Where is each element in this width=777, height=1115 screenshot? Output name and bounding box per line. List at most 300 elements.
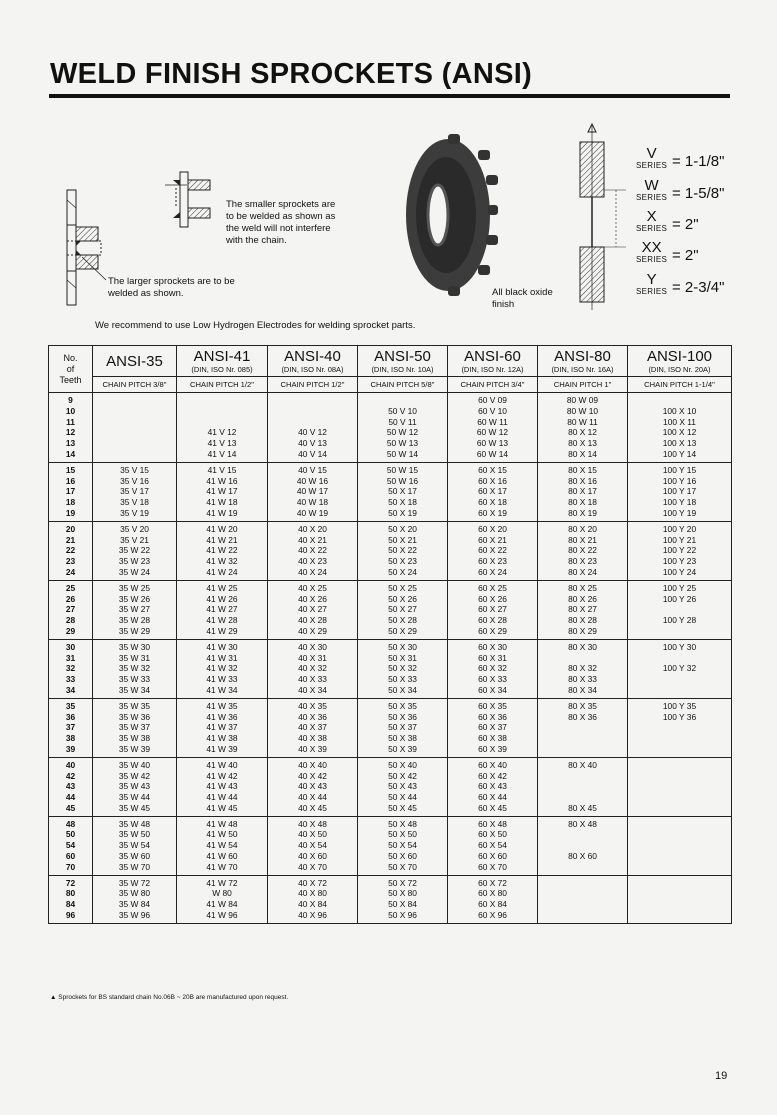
teeth-count: 30 — [65, 641, 76, 652]
part-number-cell — [177, 521, 268, 580]
part-number: 50 W 15 — [386, 464, 419, 475]
part-number: 80 X 23 — [568, 556, 597, 567]
part-number: 35 W 80 — [118, 888, 151, 899]
teeth-count: 27 — [65, 604, 76, 615]
part-number: 41 W 24 — [206, 566, 238, 577]
teeth-count: 31 — [65, 652, 76, 663]
part-number: 40 X 42 — [298, 770, 327, 781]
part-number-cell — [538, 639, 628, 698]
part-number-cell — [448, 757, 538, 816]
part-number: 41 W 19 — [206, 507, 238, 518]
note-line: finish — [492, 299, 515, 310]
part-number-cell — [538, 521, 628, 580]
part-number: 35 W 60 — [118, 851, 151, 862]
part-number: 41 W 22 — [206, 545, 238, 556]
note-line: All black oxide — [492, 287, 553, 298]
part-number: 40 X 29 — [298, 625, 327, 636]
part-number-cell — [538, 462, 628, 521]
part-number: 50 X 17 — [388, 486, 417, 497]
part-number: 40 W 16 — [296, 475, 329, 486]
page-number: 19 — [715, 1070, 728, 1082]
teeth-count: 96 — [65, 910, 76, 921]
part-number: 80 W 09 — [566, 395, 599, 405]
part-number — [628, 899, 731, 910]
part-number-cell — [448, 639, 538, 698]
part-number: 100 Y 20 — [662, 523, 697, 534]
part-number: 35 W 40 — [118, 759, 151, 770]
title-rule — [49, 94, 730, 98]
part-number: 40 V 12 — [298, 427, 327, 438]
series-value: = 2" — [672, 247, 699, 264]
part-number: 40 X 96 — [298, 910, 327, 921]
part-number — [538, 888, 627, 899]
teeth-count: 16 — [65, 475, 76, 486]
note-line: to be welded as shown as — [226, 211, 336, 222]
part-number: 50 X 18 — [388, 497, 417, 508]
part-number: 80 X 48 — [568, 818, 597, 829]
note-line: welded as shown. — [108, 288, 184, 299]
part-number — [538, 744, 627, 755]
part-number: 50 X 37 — [388, 722, 417, 733]
table-row-group — [49, 393, 732, 463]
part-number: 60 X 27 — [478, 604, 507, 615]
part-number: 40 X 33 — [298, 674, 327, 685]
part-number: 60 X 70 — [478, 861, 507, 872]
series-label: SERIES — [636, 224, 668, 233]
part-number: 50 X 84 — [388, 899, 417, 910]
part-number: 60 X 21 — [478, 534, 507, 545]
part-number — [628, 910, 731, 921]
part-number — [628, 851, 731, 862]
part-number-cell — [268, 580, 358, 639]
part-number: 80 X 12 — [568, 427, 597, 438]
part-number: 50 X 32 — [388, 663, 417, 674]
part-number: 35 W 27 — [118, 604, 151, 615]
part-number: 100 Y 28 — [662, 615, 697, 626]
part-number: 41 W 84 — [206, 899, 238, 910]
part-number: 41 W 45 — [206, 802, 238, 813]
part-number: 60 X 16 — [478, 475, 507, 486]
part-number: 100 Y 15 — [662, 464, 697, 475]
teeth-count: 19 — [65, 507, 76, 518]
part-number — [538, 781, 627, 792]
part-number: 50 X 54 — [388, 840, 417, 851]
part-number: 50 W 14 — [386, 448, 419, 459]
part-number — [177, 406, 267, 417]
part-number: 41 W 54 — [206, 840, 238, 851]
part-number: 50 W 12 — [386, 427, 419, 438]
part-number: 41 W 39 — [206, 743, 238, 754]
part-number-cell — [93, 698, 177, 757]
part-number-cell — [177, 698, 268, 757]
part-number: 41 W 70 — [206, 861, 238, 872]
part-number-cell — [628, 816, 732, 875]
part-number: 60 X 17 — [478, 486, 507, 497]
part-number: 80 W 11 — [567, 416, 598, 427]
teeth-count: 18 — [65, 497, 76, 508]
part-number — [538, 653, 627, 664]
part-number — [628, 803, 731, 814]
part-number: 60 V 10 — [478, 405, 507, 416]
part-number — [93, 417, 176, 428]
part-number: 80 X 14 — [568, 448, 597, 459]
part-number: 80 X 30 — [568, 641, 597, 652]
part-number: 50 X 70 — [388, 861, 417, 872]
page-title: WELD FINISH SPROCKETS (ANSI) — [50, 58, 533, 90]
part-number: 100 X 12 — [662, 427, 697, 438]
part-number: 60 X 23 — [478, 556, 507, 567]
part-number — [538, 862, 627, 873]
part-number-cell — [268, 521, 358, 580]
part-number: 40 X 40 — [298, 759, 327, 770]
part-number: 60 X 54 — [478, 840, 507, 851]
teeth-count: 32 — [65, 663, 76, 674]
part-number: 40 X 60 — [298, 851, 327, 862]
part-number: 50 X 24 — [388, 566, 417, 577]
teeth-cell — [49, 639, 93, 698]
part-number: 41 W 26 — [206, 593, 238, 604]
part-number: 80 X 19 — [568, 507, 597, 518]
part-number: 40 W 17 — [296, 486, 329, 497]
part-number: 40 X 48 — [298, 818, 327, 829]
part-number: 35 W 38 — [118, 733, 151, 744]
teeth-count: 20 — [65, 523, 76, 534]
part-number: 100 Y 17 — [662, 486, 697, 497]
teeth-count: 37 — [65, 722, 76, 733]
part-number: 35 V 20 — [120, 523, 149, 534]
column-header-ansi-35 — [93, 346, 177, 377]
part-number-cell — [358, 875, 448, 923]
part-number — [628, 781, 731, 792]
part-number: 80 X 36 — [568, 711, 597, 722]
part-number: 100 Y 22 — [662, 545, 697, 556]
small-sprocket-weld-diagram — [168, 170, 218, 230]
part-number — [177, 395, 267, 406]
teeth-count: 70 — [65, 861, 76, 872]
table-row-group — [49, 521, 732, 580]
din-label: (DIN, ISO Nr. 085) — [191, 365, 253, 374]
teeth-count: 11 — [66, 416, 75, 427]
part-number: 60 X 96 — [478, 910, 507, 921]
part-number: 50 X 48 — [388, 818, 417, 829]
part-number: 41 W 31 — [206, 652, 238, 663]
part-number-cell — [268, 757, 358, 816]
teeth-cell — [49, 580, 93, 639]
column-header-ansi-41 — [177, 346, 268, 377]
series-legend-w — [636, 177, 725, 202]
welding-recommendation: We recommend to use Low Hydrogen Electrodes for welding sprocket parts. — [95, 320, 416, 331]
part-number: 60 X 29 — [478, 625, 507, 636]
part-number-cell — [93, 757, 177, 816]
part-number: 41 W 29 — [206, 625, 238, 636]
part-number-cell — [358, 580, 448, 639]
part-number-cell — [268, 639, 358, 698]
part-number: 60 X 32 — [478, 663, 507, 674]
part-number-cell — [628, 698, 732, 757]
part-number — [538, 878, 627, 889]
series-label: SERIES — [636, 193, 668, 202]
part-number: 40 V 13 — [298, 438, 327, 449]
part-number: 41 W 37 — [206, 722, 238, 733]
part-number: 50 X 43 — [388, 781, 417, 792]
series-letter: XX — [641, 239, 662, 256]
teeth-count: 33 — [65, 674, 76, 685]
series-legend-y — [636, 271, 725, 296]
part-number — [538, 899, 627, 910]
part-number: 41 W 20 — [206, 523, 238, 534]
part-number-cell — [358, 521, 448, 580]
part-number: 50 X 31 — [388, 652, 417, 663]
teeth-count: 72 — [65, 877, 76, 888]
part-number-cell — [177, 393, 268, 463]
teeth-count: 42 — [65, 770, 76, 781]
part-number-cell — [628, 875, 732, 923]
part-number: 80 X 29 — [568, 625, 597, 636]
part-number: 35 V 21 — [120, 534, 149, 545]
part-number: 80 X 28 — [568, 615, 597, 626]
part-number-cell — [448, 875, 538, 923]
part-number-cell — [538, 580, 628, 639]
teeth-count: 17 — [65, 486, 76, 497]
part-number-cell — [93, 580, 177, 639]
part-number: 41 W 50 — [206, 829, 238, 840]
series-legend-xx — [636, 239, 699, 264]
part-number: 100 Y 32 — [662, 663, 697, 674]
part-number — [628, 626, 731, 637]
note-line: The larger sprockets are to be — [108, 276, 235, 287]
part-number: 41 W 16 — [206, 475, 238, 486]
series-label: SERIES — [636, 287, 668, 296]
part-number: 50 X 26 — [388, 593, 417, 604]
part-number-cell — [268, 816, 358, 875]
part-number: 41 W 43 — [206, 781, 238, 792]
part-number — [628, 395, 731, 406]
part-number: 60 X 38 — [478, 733, 507, 744]
part-number: 40 X 34 — [298, 684, 327, 695]
part-number: 35 W 26 — [118, 593, 151, 604]
series-value: = 2" — [672, 216, 699, 233]
series-value: = 1-1/8" — [672, 153, 725, 170]
part-number: 40 X 28 — [298, 615, 327, 626]
small-note-leader — [165, 180, 195, 195]
part-number: 60 X 20 — [478, 523, 507, 534]
part-number: 35 W 31 — [118, 652, 151, 663]
column-header-ansi-80 — [538, 346, 628, 377]
part-number-cell — [177, 816, 268, 875]
oxide-finish-note — [492, 287, 553, 311]
series-value: = 1-5/8" — [672, 185, 725, 202]
part-number: 50 V 10 — [388, 405, 417, 416]
standard-name: ANSI-60 — [464, 348, 521, 365]
note-line: The smaller sprockets are — [226, 199, 336, 210]
part-number: 41 V 13 — [207, 438, 237, 449]
teeth-count: 84 — [65, 899, 76, 910]
part-number: 80 X 33 — [568, 674, 597, 685]
standard-name: ANSI-35 — [106, 353, 163, 370]
series-letter: Y — [646, 271, 657, 288]
part-number — [628, 760, 731, 771]
part-number: 35 W 70 — [118, 861, 151, 872]
table-row-group — [49, 816, 732, 875]
part-number-cell — [268, 393, 358, 463]
part-number: 80 X 21 — [568, 534, 597, 545]
series-letter: V — [646, 145, 657, 162]
teeth-count: 50 — [65, 829, 76, 840]
standard-name: ANSI-50 — [374, 348, 431, 365]
part-number: 40 X 70 — [298, 861, 327, 872]
chain-pitch-header: CHAIN PITCH 3/8" — [93, 377, 177, 393]
part-number: 60 X 35 — [478, 700, 507, 711]
part-number: 41 W 42 — [206, 770, 238, 781]
part-number: 100 X 11 — [663, 416, 696, 427]
part-number: 50 X 29 — [388, 625, 417, 636]
part-number: 80 X 24 — [568, 566, 597, 577]
part-number — [538, 829, 627, 840]
part-number-cell — [177, 580, 268, 639]
series-letter: W — [644, 177, 659, 194]
teeth-count: 60 — [65, 851, 76, 862]
part-number: 50 X 25 — [388, 582, 417, 593]
part-number: 100 X 10 — [662, 405, 697, 416]
part-number: 40 X 50 — [298, 829, 327, 840]
part-number: 60 V 09 — [478, 395, 507, 405]
part-number: 40 X 35 — [298, 700, 327, 711]
part-number: 41 W 60 — [206, 851, 238, 862]
part-number: 35 V 17 — [120, 486, 149, 497]
part-number: 60 X 84 — [478, 899, 507, 910]
part-number — [628, 840, 731, 851]
part-number-cell — [358, 816, 448, 875]
part-number-cell — [628, 580, 732, 639]
part-number: 100 Y 14 — [662, 448, 697, 459]
small-sprocket-note — [226, 199, 335, 247]
part-number: 35 V 16 — [120, 475, 149, 486]
part-number — [93, 449, 176, 460]
part-number — [93, 406, 176, 417]
part-number-cell — [538, 393, 628, 463]
part-number: 60 X 18 — [478, 497, 507, 508]
part-number: 80 X 26 — [568, 593, 597, 604]
series-label: SERIES — [636, 255, 668, 264]
part-number: 80 X 13 — [568, 438, 597, 449]
part-number — [628, 685, 731, 696]
part-number: 80 X 22 — [568, 545, 597, 556]
part-number: 50 X 96 — [388, 910, 417, 921]
teeth-count: 29 — [65, 625, 76, 636]
part-number: 60 W 14 — [476, 448, 509, 459]
part-number — [628, 674, 731, 685]
part-number: 41 V 12 — [207, 427, 237, 438]
part-number-cell — [268, 875, 358, 923]
part-number-cell — [268, 462, 358, 521]
part-number-cell — [628, 393, 732, 463]
part-number: 60 X 60 — [478, 851, 507, 862]
part-number: 60 X 22 — [478, 545, 507, 556]
series-value: = 2-3/4" — [672, 279, 725, 296]
part-number: 50 X 27 — [388, 604, 417, 615]
teeth-count: 45 — [65, 802, 76, 813]
part-number: 100 Y 19 — [662, 507, 697, 518]
chain-pitch-header: CHAIN PITCH 1-1/4" — [628, 377, 732, 393]
part-number: 35 W 72 — [118, 877, 151, 888]
part-number: 35 W 36 — [118, 711, 151, 722]
part-number: 50 X 33 — [388, 674, 417, 685]
part-number: 100 Y 26 — [662, 593, 697, 604]
part-number: 41 W 28 — [206, 615, 238, 626]
part-number: 60 W 11 — [477, 416, 508, 427]
large-sprocket-note — [108, 276, 235, 300]
part-number — [538, 910, 627, 921]
part-number: 50 X 39 — [388, 743, 417, 754]
din-label: (DIN, ISO Nr. 20A) — [648, 365, 711, 374]
series-legend-v — [636, 145, 725, 170]
part-number: 60 X 19 — [478, 507, 507, 518]
part-number: 40 X 23 — [298, 556, 327, 567]
part-number — [538, 771, 627, 782]
part-number: 41 V 15 — [207, 464, 237, 475]
part-number-cell — [448, 462, 538, 521]
part-number: 60 X 44 — [478, 792, 507, 803]
part-number: 60 X 43 — [478, 781, 507, 792]
sprocket-table — [48, 345, 732, 924]
din-label: (DIN, ISO Nr. 08A) — [281, 365, 344, 374]
part-number: W 80 — [212, 888, 232, 899]
din-label: (DIN, ISO Nr. 16A) — [551, 365, 614, 374]
part-number: 80 X 40 — [568, 759, 597, 770]
part-number: 40 X 32 — [298, 663, 327, 674]
teeth-count: 36 — [65, 711, 76, 722]
teeth-cell — [49, 393, 93, 463]
part-number: 41 W 34 — [206, 684, 238, 695]
part-number — [538, 722, 627, 733]
standard-name: ANSI-40 — [284, 348, 341, 365]
part-number: 60 X 72 — [478, 877, 507, 888]
part-number: 50 X 80 — [388, 888, 417, 899]
part-number — [628, 862, 731, 873]
part-number: 40 X 44 — [298, 792, 327, 803]
part-number: 50 X 42 — [388, 770, 417, 781]
teeth-cell — [49, 698, 93, 757]
part-number: 80 X 60 — [568, 851, 597, 862]
part-number: 50 X 35 — [388, 700, 417, 711]
part-number: 100 Y 18 — [662, 497, 697, 508]
column-header-ansi-40 — [268, 346, 358, 377]
part-number: 35 W 22 — [118, 545, 151, 556]
chain-pitch-header: CHAIN PITCH 1" — [538, 377, 628, 393]
part-number: 60 X 33 — [478, 674, 507, 685]
teeth-cell — [49, 875, 93, 923]
teeth-count: 48 — [65, 818, 76, 829]
part-number: 100 Y 16 — [662, 475, 697, 486]
part-number: 50 X 20 — [388, 523, 417, 534]
part-number-cell — [93, 393, 177, 463]
part-number: 50 X 60 — [388, 851, 417, 862]
part-number — [628, 733, 731, 744]
part-number: 50 X 30 — [388, 641, 417, 652]
part-number-cell — [358, 393, 448, 463]
part-number: 50 X 23 — [388, 556, 417, 567]
part-number: 40 X 36 — [298, 711, 327, 722]
part-number: 80 X 16 — [568, 475, 597, 486]
sprocket-photo — [398, 130, 498, 300]
standard-name: ANSI-41 — [193, 348, 251, 365]
table-row-group — [49, 462, 732, 521]
part-number — [93, 438, 176, 449]
part-number: 41 W 44 — [206, 792, 238, 803]
part-number-cell — [177, 639, 268, 698]
part-number: 80 X 15 — [568, 464, 597, 475]
part-number: 60 X 25 — [478, 582, 507, 593]
